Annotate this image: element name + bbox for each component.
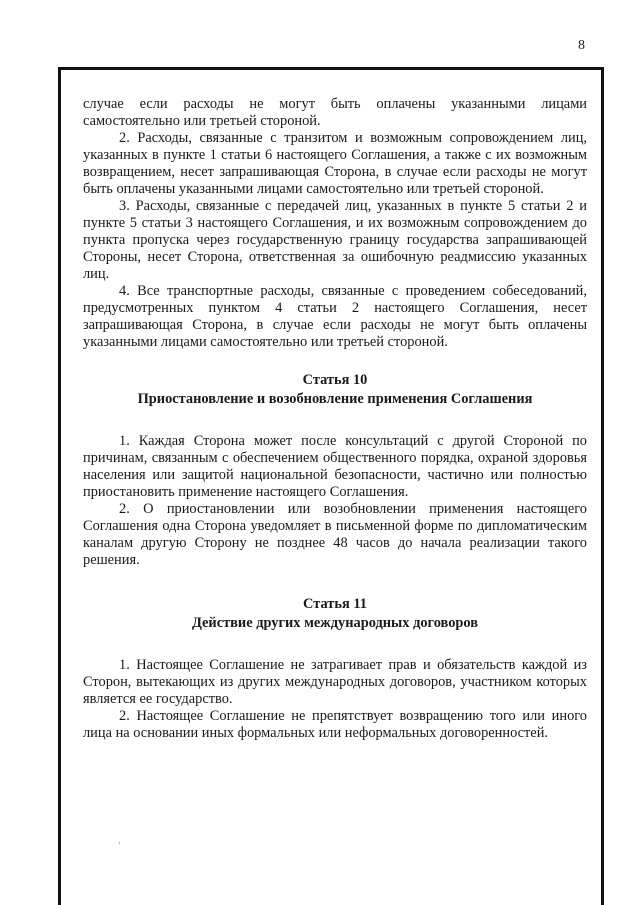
- article-11-number: Статья 11: [303, 596, 367, 612]
- article-10-paragraph-1: 1. Каждая Сторона может после консультаций с другой Стороной по причинам, связанным с обеспечением общественного порядка, охраной здоровья населения или защитой национальной безопасности, частично или полностью приостановить применение настоящего Соглашения.: [83, 433, 587, 500]
- article-11: [83, 595, 587, 742]
- document-body: [83, 96, 587, 742]
- article-10-paragraph-2: 2. О приостановлении или возобновлении применения настоящего Соглашения одна Сторона уведомляет в письменной форме по дипломатическим каналам другую Сторону не позднее 48 часов до начала реализации такого решения.: [83, 501, 587, 568]
- paragraph-2: 2. Расходы, связанные с транзитом и возможным сопровождением лиц, указанных в пункте 1 статьи 6 настоящего Соглашения, а также с их возможным возвращением, несет запрашивающая Сторона, в случае если расходы не могут быть оплачены указанными лицами самостоятельно или третьей стороной.: [83, 130, 587, 197]
- article-10: [83, 371, 587, 569]
- scan-mark: ›: [118, 838, 121, 847]
- article-11-title: Действие других международных договоров: [191, 615, 479, 631]
- article-10-number: Статья 10: [302, 372, 368, 388]
- page-number: 8: [578, 38, 585, 53]
- article-11-paragraph-2: 2. Настоящее Соглашение не препятствует возвращению того или иного лица на основании иных формальных или неформальных договоренностей.: [83, 708, 587, 741]
- paragraph-4: 4. Все транспортные расходы, связанные с проведением собеседований, предусмотренных пунктом 4 статьи 2 настоящего Соглашения, несет запрашивающая Сторона, в случае если расходы не могут быть оплачены указанными лицами самостоятельно или третьей стороной.: [83, 283, 587, 350]
- paragraph-3: 3. Расходы, связанные с передачей лиц, указанных в пункте 5 статьи 2 и пункте 5 статьи 3 настоящего Соглашения, и их возможным сопровождением до пункта пропуска через государственную границу государства запрашивающей Стороны, несет Сторона, ответственная за ошибочную реадмиссию указанных лиц.: [83, 198, 587, 282]
- article-11-paragraph-1: 1. Настоящее Соглашение не затрагивает прав и обязательств каждой из Сторон, вытекающих из других международных договоров, участником которых является ее государство.: [83, 657, 587, 707]
- continued-paragraph: случае если расходы не могут быть оплачены указанными лицами самостоятельно или третьей стороной.: [83, 96, 587, 129]
- article-10-title: Приостановление и возобновление применения Соглашения: [137, 391, 533, 407]
